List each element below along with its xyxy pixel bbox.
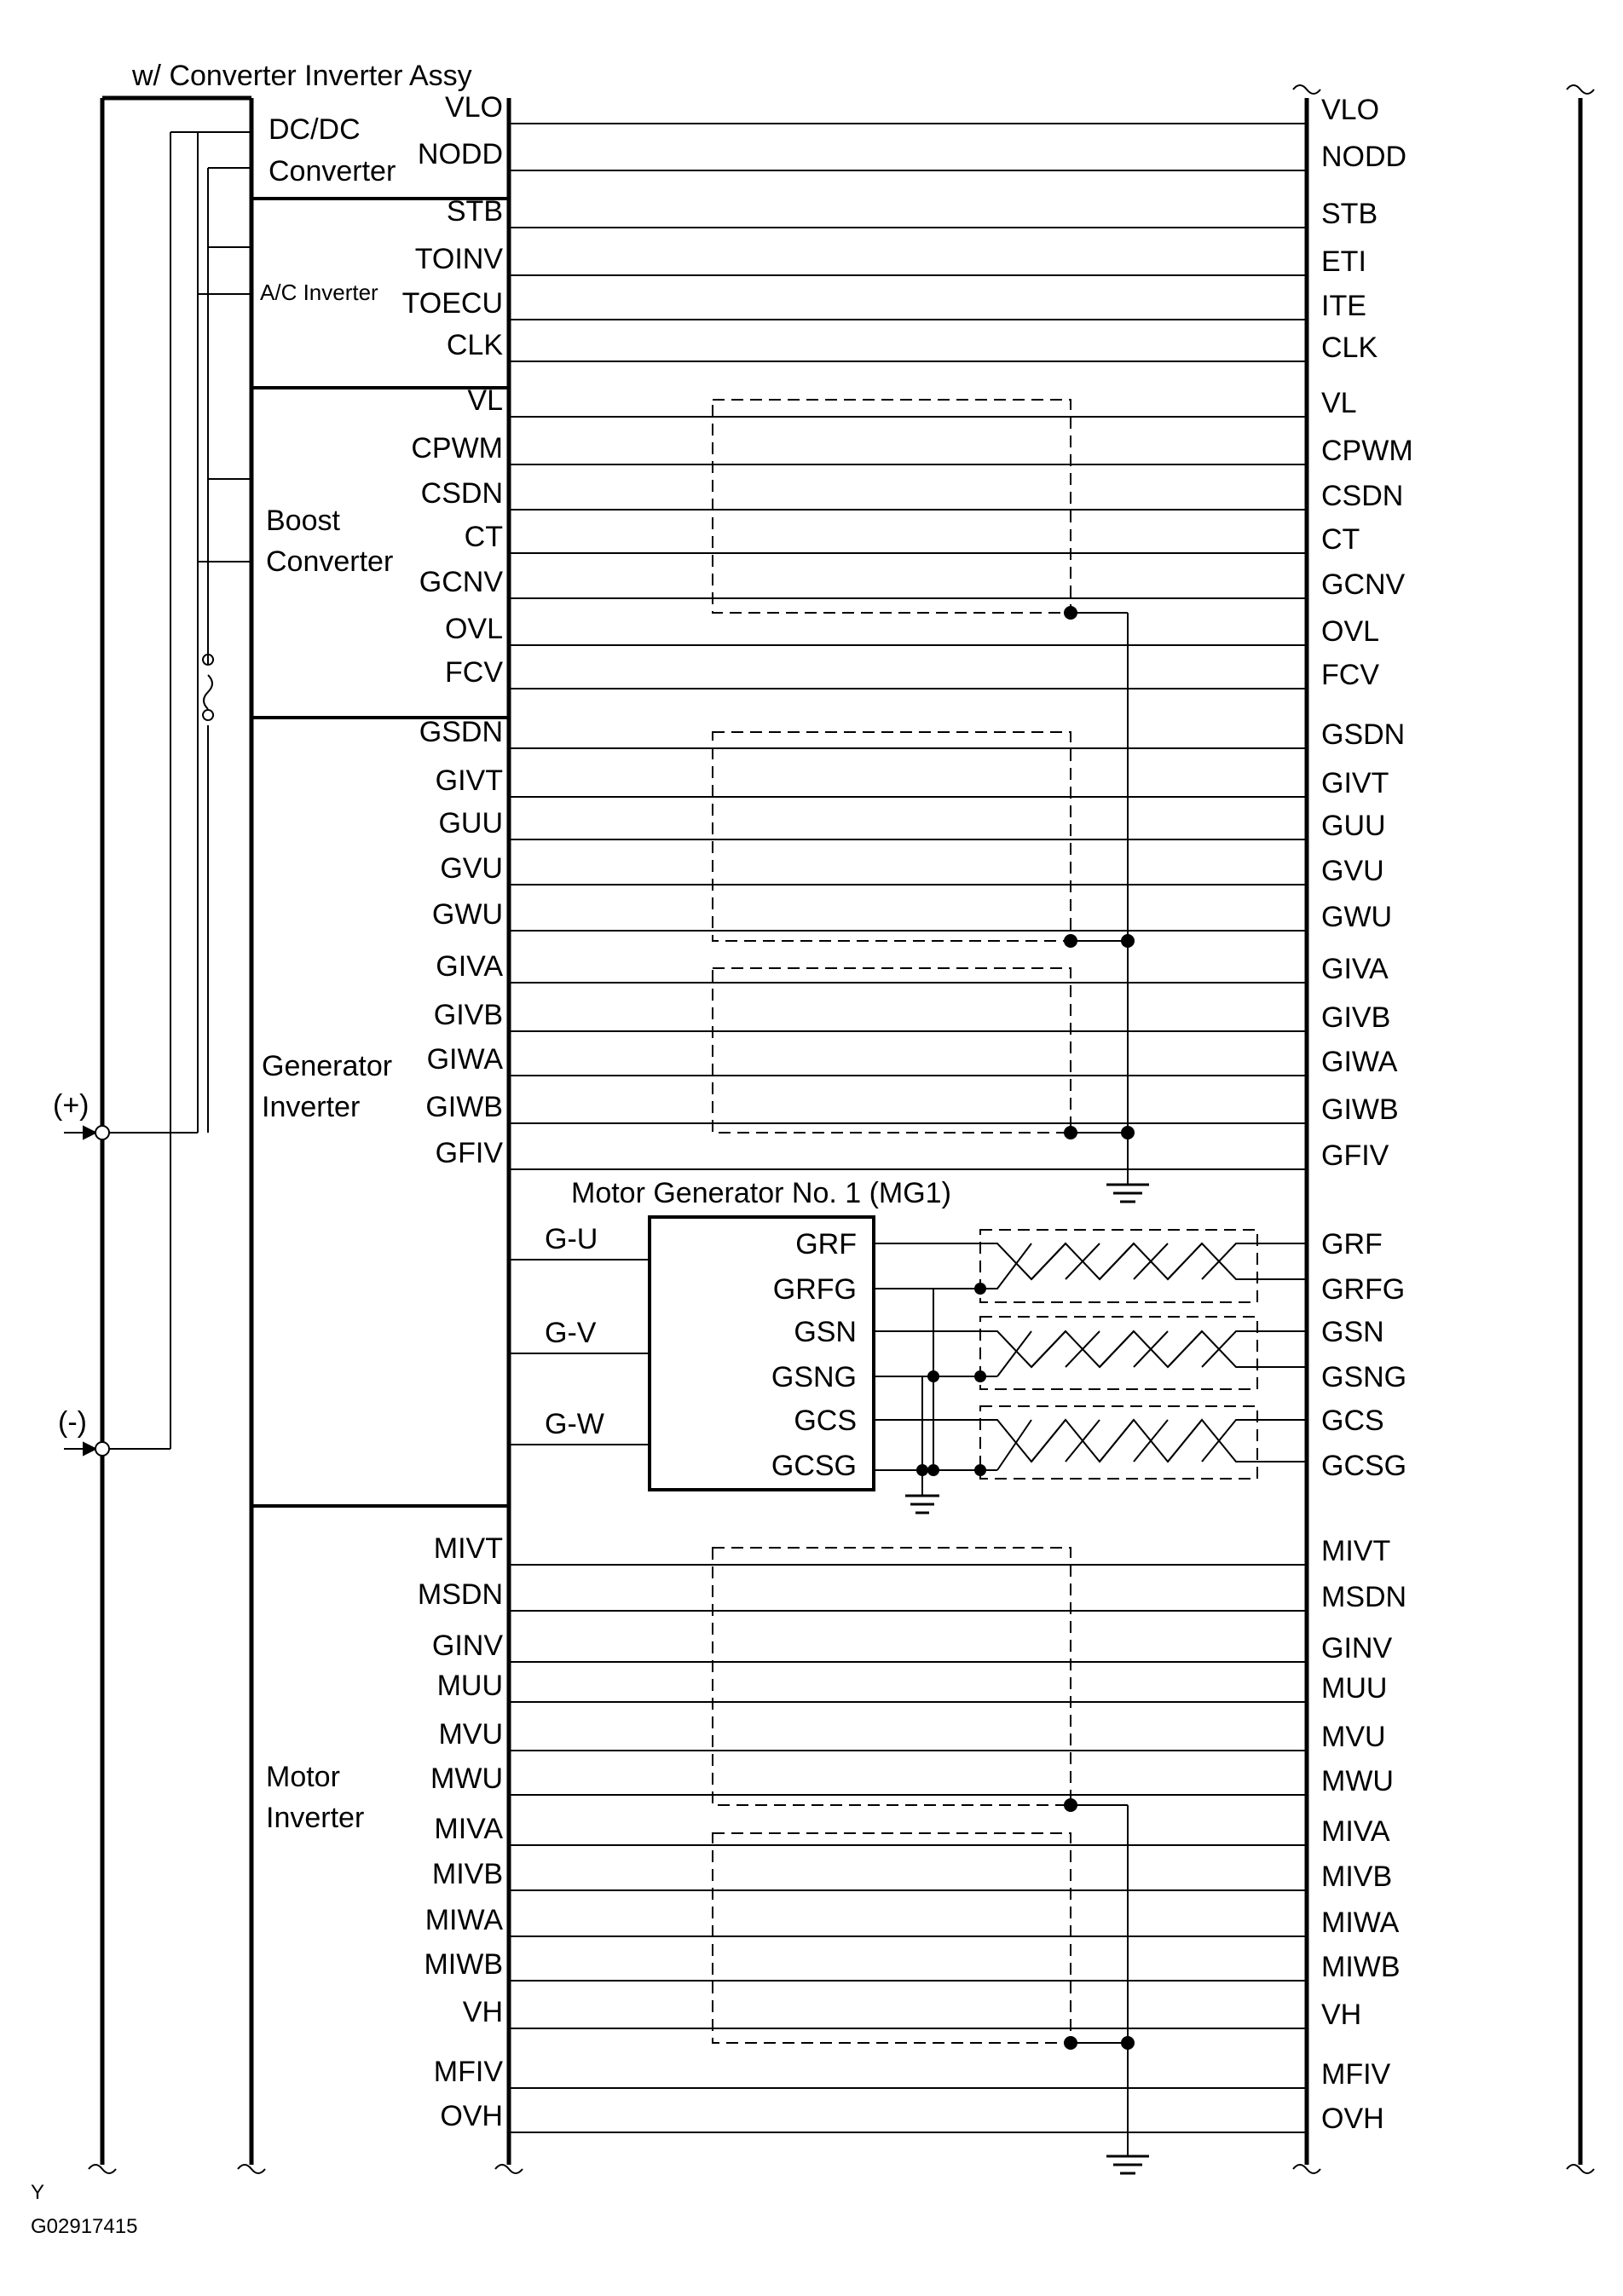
junction-dot [1065,1799,1077,1811]
pin-label-mivb: MIVB [431,1858,503,1890]
pin-label-muu: MUU [436,1670,503,1702]
mg1-pin-grf: GRF [795,1228,857,1260]
connector-label-mivt: MIVT [1321,1535,1391,1567]
connector-label-msdn: MSDN [1321,1581,1407,1613]
mg1-title: Motor Generator No. 1 (MG1) [571,1177,951,1209]
pin-label-toinv: TOINV [414,243,503,275]
connector-pin-grfg: GRFG [1321,1273,1406,1306]
break-mark [1567,2165,1594,2173]
connector-label-ovl: OVL [1321,615,1380,648]
mg1-pin-gcs: GCS [794,1405,857,1437]
terminal-icon [95,1442,109,1456]
pin-label-miva: MIVA [434,1813,503,1845]
pin-label-vh: VH [462,1996,503,2028]
connector-label-ite: ITE [1321,290,1366,322]
connector-label-mfiv: MFIV [1321,2058,1391,2091]
twisted-pair [874,1420,1307,1462]
negative-pin-label: (-) [58,1406,87,1439]
shield-box [713,1548,1071,1805]
ground-icon [905,1496,939,1513]
connector-label-fcv: FCV [1321,659,1379,691]
mg1-pin-gcsg: GCSG [771,1450,857,1482]
break-mark [1567,85,1594,94]
pin-label-vlo: VLO [444,91,503,124]
pin-label-guu: GUU [438,807,503,839]
connector-label-gvu: GVU [1321,855,1384,887]
twisted-pair [874,1420,1307,1470]
block-label-boost-2: Converter [266,545,394,578]
ground-icon [1106,1185,1149,1202]
pin-label-gcnv: GCNV [419,566,503,598]
mg1-pin-grfg: GRFG [772,1273,857,1306]
connector-label-ct: CT [1321,523,1360,556]
pin-label-mvu: MVU [438,1718,503,1751]
connector-pin-gsng: GSNG [1321,1361,1407,1393]
junction-dot [975,1284,985,1294]
pin-label-miwa: MIWA [425,1904,503,1936]
connector-label-gsdn: GSDN [1321,718,1406,751]
connector-pin-grf: GRF [1321,1228,1383,1260]
block-label-generator-2: Inverter [262,1091,361,1123]
pin-label-gfiv: GFIV [435,1137,503,1169]
mg1-pin-gsng: GSNG [771,1361,857,1393]
connector-label-ovh: OVH [1321,2103,1384,2135]
pin-label-ct: CT [464,521,503,553]
block-label-dcdc-2: Converter [269,155,396,187]
pin-label-mivt: MIVT [433,1532,503,1565]
footer-marker: Y [31,2181,45,2204]
junction-dot [1122,1127,1134,1139]
break-mark [238,2165,265,2173]
pin-label-vl: VL [467,384,503,417]
connector-pin-gcsg: GCSG [1321,1450,1407,1482]
connector-pin-gcs: GCS [1321,1405,1384,1437]
pin-label-giwa: GIWA [426,1043,503,1076]
junction-dot [975,1371,985,1382]
pin-label-miwb: MIWB [424,1948,503,1981]
junction-dot [1122,2037,1134,2049]
positive-pin-label: (+) [53,1089,90,1122]
connector-label-giwa: GIWA [1321,1046,1398,1078]
pin-label-ovh: OVH [440,2100,503,2132]
pin-label-clk: CLK [446,329,503,361]
junction-dot [1065,607,1077,619]
block-label-motor-2: Inverter [266,1802,365,1834]
junction-dot [928,1465,939,1475]
connector-label-gcnv: GCNV [1321,568,1406,601]
block-label-motor-1: Motor [266,1761,340,1793]
connector-pin-gsn: GSN [1321,1316,1384,1348]
twisted-pair [874,1243,1307,1279]
break-mark [495,2165,523,2173]
figure-code: G02917415 [31,2215,138,2238]
pin-label-ginv: GINV [431,1630,503,1662]
connector-label-vl: VL [1321,387,1357,419]
pin-label-csdn: CSDN [420,477,503,510]
block-label-boost-1: Boost [266,505,340,537]
terminal-icon [95,1126,109,1139]
connector-label-givt: GIVT [1321,767,1389,799]
ground-icon [1106,2156,1149,2173]
connector-label-vh: VH [1321,1999,1362,2031]
pin-label-gvu: GVU [440,852,503,885]
pin-label-givt: GIVT [435,764,503,797]
shield-box [980,1230,1257,1302]
connector-label-mvu: MVU [1321,1721,1386,1753]
pin-label-giva: GIVA [436,950,503,983]
shield-box [980,1406,1257,1479]
connector-label-csdn: CSDN [1321,480,1404,512]
connector-label-gfiv: GFIV [1321,1139,1389,1172]
pin-label-stb: STB [446,195,503,228]
connector-label-givb: GIVB [1321,1001,1391,1034]
connector-label-cpwm: CPWM [1321,435,1413,467]
pin-label-fcv: FCV [445,656,503,689]
break-mark [1293,85,1320,94]
connector-label-nodd: NODD [1321,141,1407,173]
break-mark [89,2165,116,2173]
connector-label-stb: STB [1321,198,1378,230]
pin-label-mwu: MWU [430,1762,503,1795]
junction-dot [1122,935,1134,947]
pin-label-nodd: NODD [417,138,503,170]
pin-label-giwb: GIWB [425,1091,503,1123]
junction-dot [1065,935,1077,947]
assembly-title: w/ Converter Inverter Assy [132,60,472,92]
pin-label-gwu: GWU [431,898,503,931]
connector-label-vlo: VLO [1321,94,1380,126]
pin-label-cpwm: CPWM [411,432,503,464]
pin-label-toecu: TOECU [401,287,503,320]
shield-box [713,400,1071,613]
mg1-phase-w: G-W [545,1408,604,1440]
shield-box [713,968,1071,1133]
arrow-icon [84,1443,95,1455]
junction-dot [1065,2037,1077,2049]
connector-label-clk: CLK [1321,332,1378,364]
connector-label-giwb: GIWB [1321,1093,1399,1126]
twisted-pair [874,1331,1307,1367]
connector-label-mivb: MIVB [1321,1860,1393,1893]
junction-dot [917,1465,927,1475]
connector-label-miwa: MIWA [1321,1907,1400,1939]
arrow-icon [84,1127,95,1139]
shield-box [713,1833,1071,2043]
junction-dot [928,1371,939,1382]
twisted-pair [874,1331,1307,1376]
block-label-ac-inverter: A/C Inverter [260,280,378,305]
connector-label-gwu: GWU [1321,901,1393,933]
connector-label-miwb: MIWB [1321,1951,1401,1983]
connector-label-miva: MIVA [1321,1815,1390,1848]
break-mark [1293,2165,1320,2173]
pin-label-ovl: OVL [444,613,503,645]
pin-label-msdn: MSDN [417,1578,503,1611]
pin-label-gsdn: GSDN [419,716,503,748]
connector-label-giva: GIVA [1321,953,1389,985]
pin-label-givb: GIVB [433,999,503,1031]
connector-label-eti: ETI [1321,245,1366,278]
junction-dot [1065,1127,1077,1139]
connector-label-mwu: MWU [1321,1765,1394,1797]
block-label-generator-1: Generator [262,1050,393,1082]
mg1-phase-v: G-V [545,1317,597,1349]
block-label-dcdc-1: DC/DC [269,113,361,146]
mg1-pin-gsn: GSN [794,1316,857,1348]
pin-label-mfiv: MFIV [433,2056,503,2088]
junction-dot [975,1465,985,1475]
twisted-pair [874,1243,1307,1289]
connector-label-guu: GUU [1321,810,1386,842]
mg1-phase-u: G-U [545,1223,598,1255]
connector-label-muu: MUU [1321,1672,1388,1705]
connector-label-ginv: GINV [1321,1632,1393,1664]
shield-box [713,732,1071,941]
